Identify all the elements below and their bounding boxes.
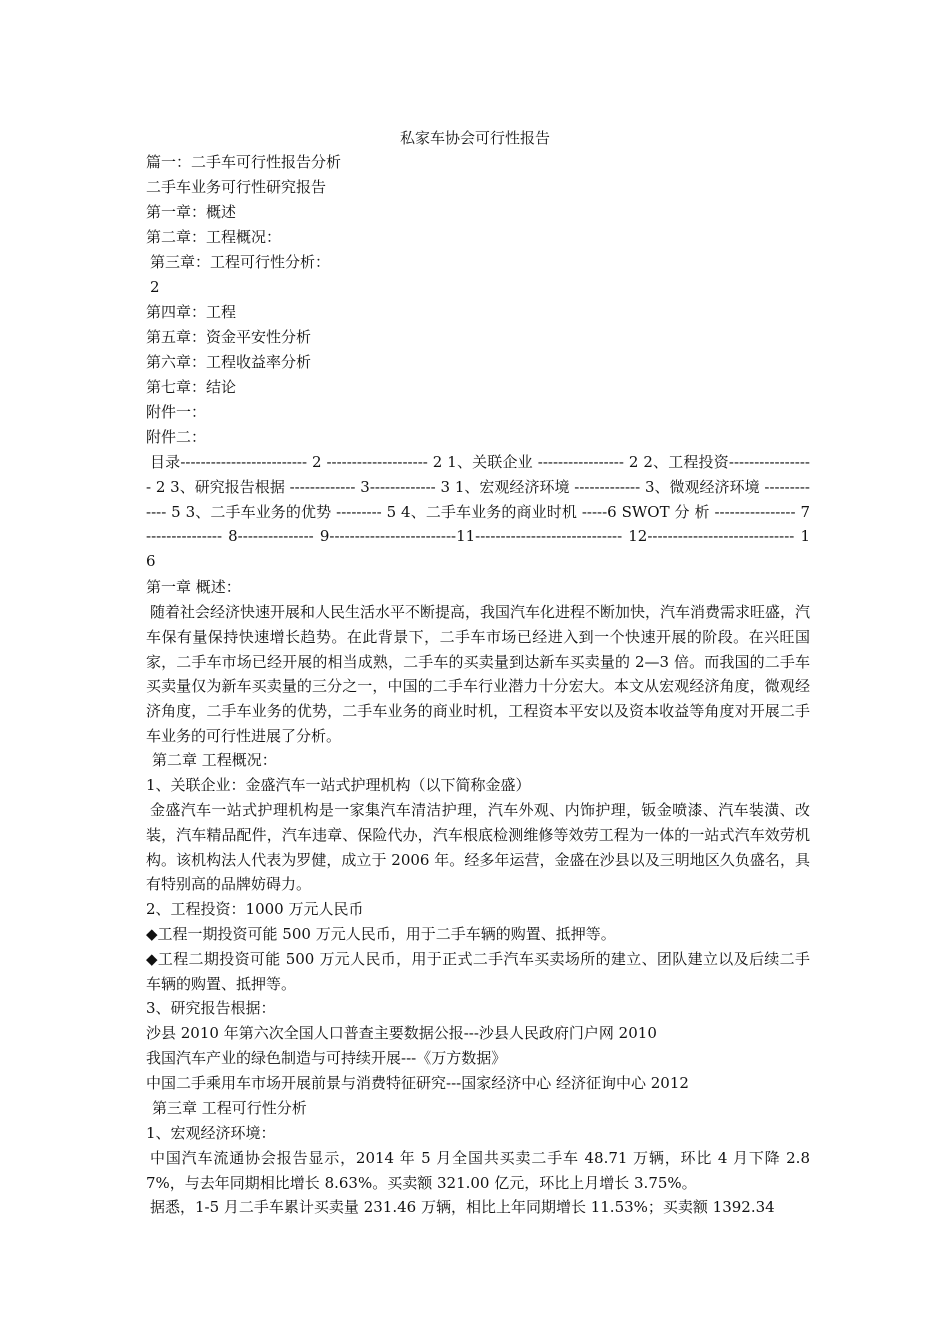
toc-line-12: 附件二： <box>146 428 207 446</box>
toc-line-1: 篇一：二手车可行性报告分析 <box>146 153 342 171</box>
chapter-2-heading: 第二章 工程概况： <box>152 751 277 769</box>
chapter-2-section-2: 2、工程投资：1000 万元人民币 <box>146 900 364 918</box>
toc-line-2: 二手车业务可行性研究报告 <box>146 178 327 196</box>
chapter-3-heading: 第三章 工程可行性分析 <box>152 1099 307 1117</box>
chapter-2-bullet-2: ◆工程二期投资可能 500 万元人民币，用于正式二手汽车买卖场所的建立、团队建立以及后续二手车辆的购置、抵押等。 <box>146 950 810 993</box>
chapter-1-paragraph: 随着社会经济快速开展和人民生活水平不断提高，我国汽车化进程不断加快，汽车消费需求旺盛，汽车保有量保持快速增长趋势。在此背景下，二手车市场已经进入到一个快速开展的阶段。在兴旺国家，二手车市场已经开展的相当成熟，二手车的买卖量到达新车买卖量的 2—3 倍。而我国的二手车买卖量仅为新车买卖量的三分之一，中国的二手车行业潜力十分宏大。本文从宏观经济角度，微观经济角度，二手车业务的优势，二手车业务的商业时机，工程资本平安以及资本收益等角度对开展二手车业务的可行性进展了分析。 <box>146 603 811 745</box>
toc-line-6: 2 <box>150 278 160 296</box>
toc-line-9: 第六章：工程收益率分析 <box>146 353 312 371</box>
toc-line-3: 第一章：概述 <box>146 203 237 221</box>
chapter-2-section-1: 1、关联企业：金盛汽车一站式护理机构（以下简称金盛） <box>146 776 531 794</box>
reference-1: 沙县 2010 年第六次全国人口普查主要数据公报---沙县人民政府门户网 2010 <box>146 1024 657 1042</box>
toc-line-7: 第四章：工程 <box>146 303 237 321</box>
toc-line-10: 第七章：结论 <box>146 378 237 396</box>
chapter-2-bullet-1: ◆工程一期投资可能 500 万元人民币，用于二手车辆的购置、抵押等。 <box>146 925 616 943</box>
chapter-2-section-3: 3、研究报告根据： <box>146 999 276 1017</box>
toc-line-8: 第五章：资金平安性分析 <box>146 328 312 346</box>
reference-2: 我国汽车产业的绿色制造与可持续开展---《万方数据》 <box>146 1049 507 1067</box>
chapter-1-heading: 第一章 概述： <box>146 578 241 596</box>
chapter-2-paragraph-1: 金盛汽车一站式护理机构是一家集汽车清洁护理，汽车外观、内饰护理，钣金喷漆、汽车装潢、改装，汽车精品配件，汽车违章、保险代办，汽车根底检测维修等效劳工程为一体的一站式汽车效劳机构。该机构法人代表为罗健，成立于 2006 年。经多年运营，金盛在沙县以及三明地区久负盛名，具有特别高的品牌妨碍力。 <box>146 801 810 894</box>
reference-3: 中国二手乘用车市场开展前景与消费特征研究---国家经济中心 经济征询中心 2012 <box>146 1074 689 1092</box>
chapter-3-paragraph-2: 据悉，1-5 月二手车累计买卖量 231.46 万辆，相比上年同期增长 11.53%；买卖额 1392.34 <box>150 1198 775 1216</box>
chapter-3-paragraph-1: 中国汽车流通协会报告显示，2014 年 5 月全国共买卖二手车 48.71 万辆，环比 4 月下降 2.87%，与去年同期相比增长 8.63%。买卖额 321.00 亿元，环比上月增长 3.75%。 <box>146 1149 810 1192</box>
toc-line-11: 附件一： <box>146 403 207 421</box>
toc-line-4: 第二章：工程概况： <box>146 228 282 246</box>
toc-dots-block: 目录------------------------- 2 -------------------- 2 1、关联企业 ----------------- 2 2、工程投资----------------- 2 3、研究报告根据 ------------- 3------------- 3 1、宏观经济环境 ------------- 3、微观经济环境 ------------- 5 3、二手车业务的优势 --------- 5 4、二手车业务的商业时机 -----6 SWOT 分 析 ---------------- 7--------------- 8--------------- 9-------------------------11----------------------------- 12----------------------------- 16 <box>146 453 810 571</box>
toc-line-5: 第三章：工程可行性分析： <box>150 253 331 271</box>
document-title: 私家车协会可行性报告 <box>399 129 550 147</box>
chapter-3-section-1: 1、宏观经济环境： <box>146 1124 276 1142</box>
